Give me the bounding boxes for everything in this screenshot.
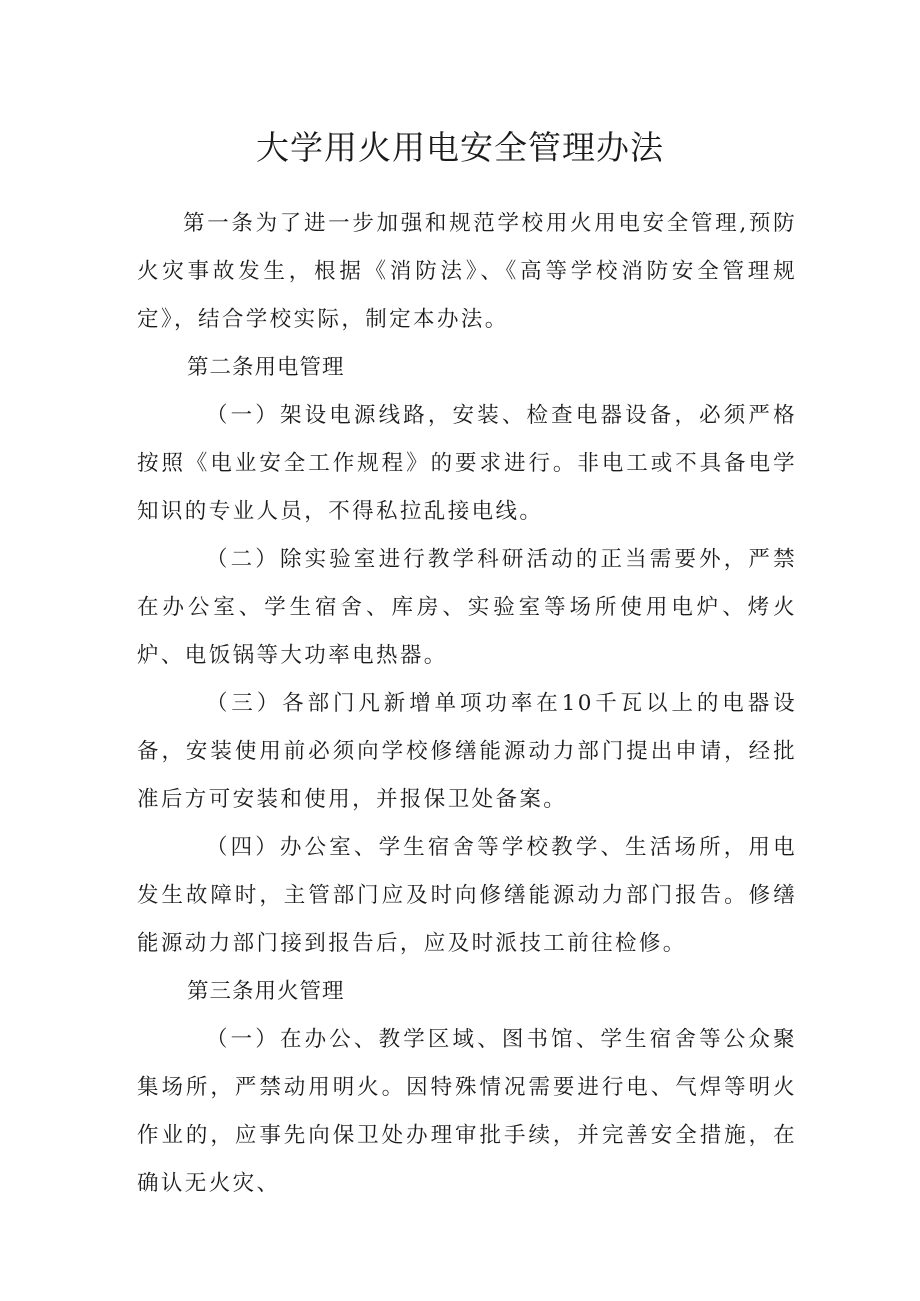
article-2-item-3: （三）各部门凡新增单项功率在10千瓦以上的电器设备，安装使用前必须向学校修缮能源动力部门提出申请，经批准后方可安装和使用，并报保卫处备案。 xyxy=(137,691,797,812)
document-title: 大学用火用电安全管理办法 xyxy=(256,128,664,167)
article-1-paragraph: 第一条为了进一步加强和规范学校用火用电安全管理,预防火灾事故发生，根据《消防法》、《高等学校消防安全管理规定》，结合学校实际，制定本办法。 xyxy=(137,211,797,332)
article-2-item-1: （一）架设电源线路，安装、检查电器设备，必须严格按照《电业安全工作规程》的要求进行。非电工或不具备电学知识的专业人员，不得私拉乱接电线。 xyxy=(137,403,797,524)
article-2-item-2: （二）除实验室进行教学科研活动的正当需要外，严禁在办公室、学生宿舍、库房、实验室等场所使用电炉、烤火炉、电饭锅等大功率电热器。 xyxy=(137,547,797,668)
article-2-heading: 第二条用电管理 xyxy=(187,355,345,380)
article-3-item-1: （一）在办公、教学区域、图书馆、学生宿舍等公众聚集场所，严禁动用明火。因特殊情况需要进行电、气焊等明火作业的，应事先向保卫处办理审批手续，并完善安全措施，在确认无火灾、 xyxy=(137,1027,797,1196)
article-3-heading: 第三条用火管理 xyxy=(187,979,345,1004)
article-2-item-4: （四）办公室、学生宿舍等学校教学、生活场所，用电发生故障时，主管部门应及时向修缮能源动力部门报告。修缮能源动力部门接到报告后，应及时派技工前往检修。 xyxy=(137,835,797,956)
